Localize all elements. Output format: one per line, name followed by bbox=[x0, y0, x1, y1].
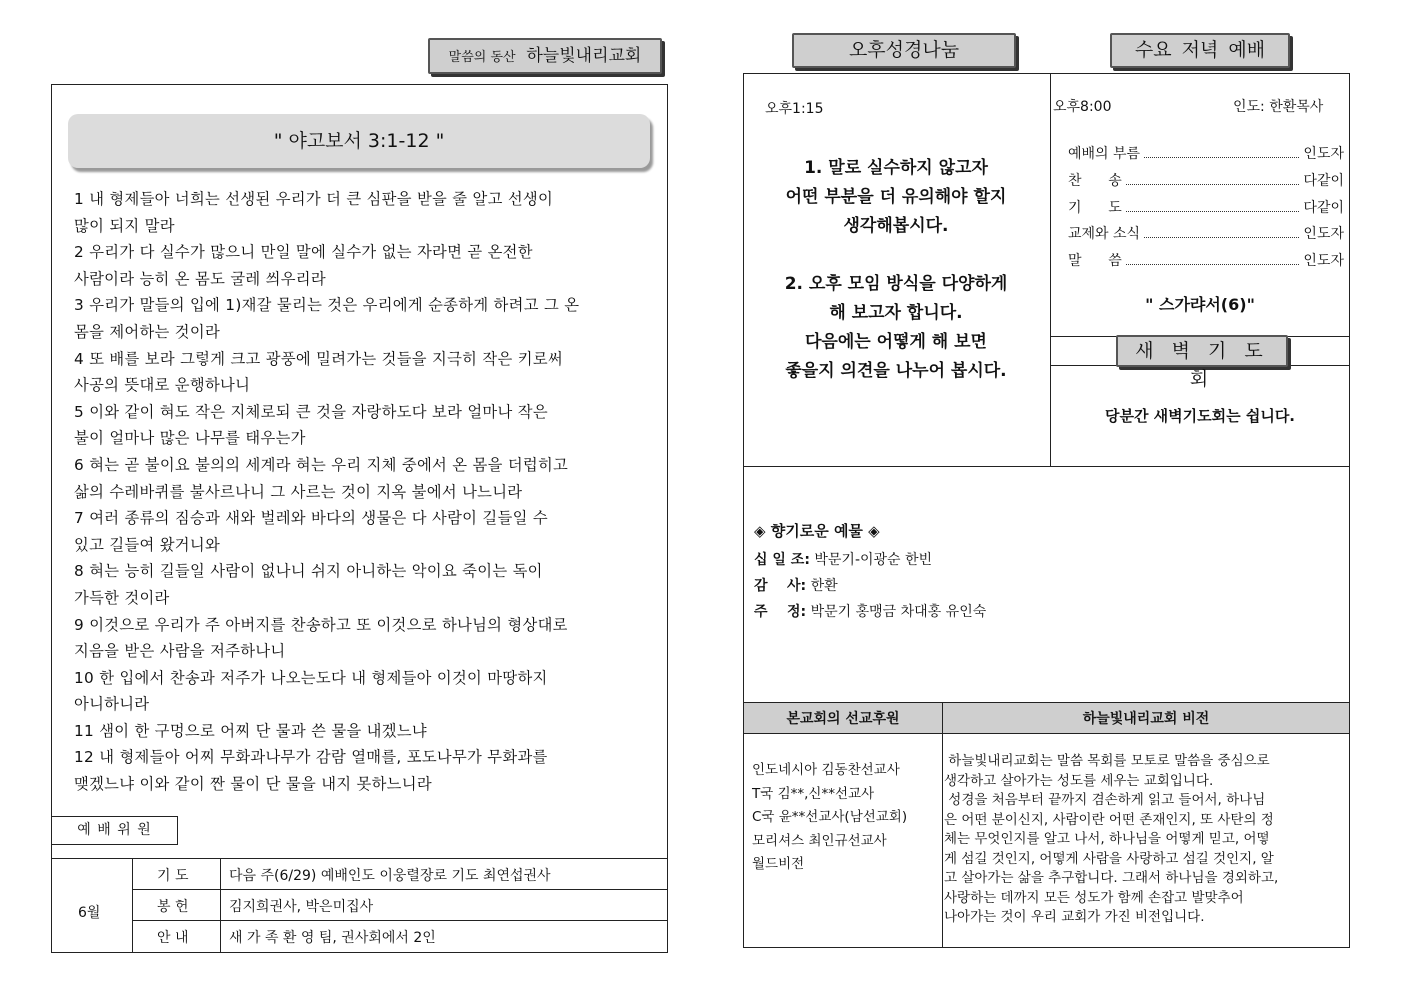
offering-row: 주 정: 박문기 홍맹금 차대홍 유인숙 bbox=[754, 604, 987, 620]
order-row: 말 씀 인도자 bbox=[1068, 253, 1344, 269]
top-section-bottom bbox=[743, 466, 1350, 467]
staff-table-top bbox=[51, 858, 668, 859]
mission-heading: 본교회의 선교후원 bbox=[786, 711, 900, 727]
verse-line: 맺겠느냐 이와 같이 짠 물이 단 물을 내지 못하느니라 bbox=[74, 775, 432, 794]
verse-line: 아니하니라 bbox=[74, 695, 150, 714]
mission-item: 인도네시아 김동찬선교사 bbox=[752, 762, 900, 778]
staff-row-divider bbox=[132, 920, 668, 921]
dawn-notice: 당분간 새벽기도회는 쉽니다. bbox=[1104, 407, 1296, 425]
mv-header-top bbox=[743, 702, 1350, 703]
verse-line: 사공의 뜻대로 운행하나니 bbox=[74, 376, 251, 395]
staff-month: 6월 bbox=[78, 905, 101, 921]
mission-item: 모리셔스 최인규선교사 bbox=[752, 832, 887, 849]
mission-item: T국 김**,신**선교사 bbox=[752, 785, 875, 802]
verse-line: 몸을 제어하는 것이라 bbox=[74, 322, 221, 341]
mission-list bbox=[752, 759, 907, 877]
verse-line: 6 혀는 곧 불이요 불의의 세계라 혀는 우리 지체 중에서 온 몸을 더럽히고 bbox=[74, 455, 569, 474]
wednesday-heading: 수요 저녁 예배 bbox=[1110, 33, 1290, 68]
verse-line: 3 우리가 말들의 입에 1)재갈 물리는 것은 우리에게 순종하게 하려고 그 온 bbox=[74, 296, 580, 315]
church-header bbox=[428, 38, 662, 74]
worship-staff-label: 예 배 위 원 bbox=[51, 816, 178, 845]
verse-line: 많이 되지 말라 bbox=[74, 216, 175, 235]
verse-line: 8 혀는 능히 길들일 사람이 없나니 쉬지 아니하는 악이요 죽이는 독이 bbox=[74, 562, 543, 581]
verse-line: 가득한 것이라 bbox=[74, 588, 170, 607]
order-row: 찬 송 다같이 bbox=[1068, 173, 1344, 189]
staff-col-divider bbox=[220, 858, 221, 952]
church-motto: 말씀의 동산 bbox=[448, 50, 516, 65]
vision-heading: 하늘빛내리교회 비전 bbox=[1082, 711, 1210, 727]
verse-line: 1 내 형제들아 너희는 선생된 우리가 더 큰 심판을 받을 줄 알고 선생이 bbox=[74, 190, 554, 208]
verse-line: 지음을 받은 사람을 저주하나니 bbox=[74, 642, 286, 661]
wednesday-sermon: " 스가랴서(6)" bbox=[1145, 295, 1255, 314]
scripture-text bbox=[74, 186, 664, 798]
afternoon-time: 오후1:15 bbox=[765, 101, 824, 117]
offering-row: 감 사: 한환 bbox=[754, 578, 838, 594]
mv-header-bottom bbox=[743, 733, 1350, 734]
vision-text: 하늘빛내리교회는 말씀 목회를 모토로 말씀을 중심으로 생각하고 살아가는 성도를 세우는 교회입니다. 성경을 처음부터 끝까지 겸손하게 읽고 들어서, 하나님 은 어떤 분이신지, 사람이란 어떤 존재인지, 또 사탄의 정 체는 무엇인지를 알고 나서, 하나님을 어떻게 믿고, 어떻 게 섬길 것인지, 어떻게 사람을 사랑하고 섬길 것인지, 알 고 살아가는 삶을 추구합니다. 그래서 하나님을 경외하고, 사랑하는 데까지 모든 성도가 함께 손잡고 발맞추어 나아가는 것이 우리 교회가 가진 비전입니다. bbox=[944, 753, 1279, 925]
afternoon-heading: 오후성경나눔 bbox=[792, 33, 1016, 68]
verse-line: 4 또 배를 보라 그렇게 크고 광풍에 밀려가는 것들을 지극히 작은 키로써 bbox=[74, 349, 563, 368]
order-row: 교제와 소식 인도자 bbox=[1068, 226, 1344, 242]
offering-row: 십 일 조: 박문기-이광순 한빈 bbox=[754, 552, 933, 568]
wednesday-leader: 인도: 한환목사 bbox=[1233, 99, 1324, 115]
mission-item: C국 윤**선교사(남선교회) bbox=[752, 809, 908, 825]
verse-line: 있고 길들여 왔거니와 bbox=[74, 535, 221, 554]
staff-value: 다음 주(6/29) 예배인도 이웅렬장로 기도 최연섭권사 bbox=[229, 868, 551, 884]
mv-col-divider bbox=[942, 702, 943, 948]
staff-row-divider bbox=[132, 889, 668, 890]
verse-line: 10 한 입에서 찬송과 저주가 나오는도다 내 형제들아 이것이 마땅하지 bbox=[74, 668, 548, 687]
verse-line: 5 이와 같이 혀도 작은 지체로되 큰 것을 자랑하도다 보라 얼마나 작은 bbox=[74, 402, 548, 421]
order-row: 기 도 다같이 bbox=[1068, 200, 1344, 216]
verse-line: 11 샘이 한 구멍으로 어찌 단 물과 쓴 물을 내겠느냐 bbox=[74, 721, 427, 740]
staff-role: 봉 헌 bbox=[157, 899, 189, 915]
staff-role: 안 내 bbox=[157, 930, 189, 946]
verse-line: 사람이라 능히 온 몸도 굴레 씌우리라 bbox=[74, 269, 326, 288]
afternoon-item-2: 2. 오후 모임 방식을 다양하게 해 보고자 합니다. 다음에는 어떻게 해 보면 좋을지 의견을 나누어 봅시다. bbox=[784, 274, 1008, 381]
verse-line: 불이 얼마나 많은 나무를 태우는가 bbox=[74, 429, 306, 448]
afternoon-item-1: 1. 말로 실수하지 않고자 어떤 부분을 더 유의해야 할지 생각해봅시다. bbox=[785, 158, 1007, 236]
staff-col-divider bbox=[132, 858, 133, 952]
verse-line: 9 이것으로 우리가 주 아버지를 찬송하고 또 이것으로 하나님의 형상대로 bbox=[74, 615, 568, 634]
staff-value: 김지희권사, 박은미집사 bbox=[229, 899, 374, 915]
mission-item: 월드비전 bbox=[752, 856, 805, 872]
dawn-heading: 새 벽 기 도 회 bbox=[1116, 335, 1288, 367]
offering-heading: ◈ 향기로운 예물 ◈ bbox=[754, 522, 880, 540]
staff-role: 기 도 bbox=[157, 868, 189, 884]
scripture-title: " 야고보서 3:1-12 " bbox=[68, 114, 650, 168]
wednesday-time: 오후8:00 bbox=[1053, 99, 1112, 115]
staff-value: 새 가 족 환 영 팀, 권사회에서 2인 bbox=[229, 930, 436, 946]
order-row: 예배의 부름 인도자 bbox=[1068, 146, 1344, 162]
verse-line: 7 여러 종류의 짐승과 새와 벌레와 바다의 생물은 다 사람이 길들일 수 bbox=[74, 509, 548, 528]
verse-line: 삶의 수레바퀴를 불사르나니 그 사르는 것이 지옥 불에서 나느니라 bbox=[74, 482, 523, 501]
verse-line: 2 우리가 다 실수가 많으니 만일 말에 실수가 없는 자라면 곧 온전한 bbox=[74, 243, 533, 262]
church-name: 하늘빛내리교회 bbox=[526, 46, 642, 66]
verse-line: 12 내 형제들아 어찌 무화과나무가 감람 열매를, 포도나무가 무화과를 bbox=[74, 748, 548, 767]
